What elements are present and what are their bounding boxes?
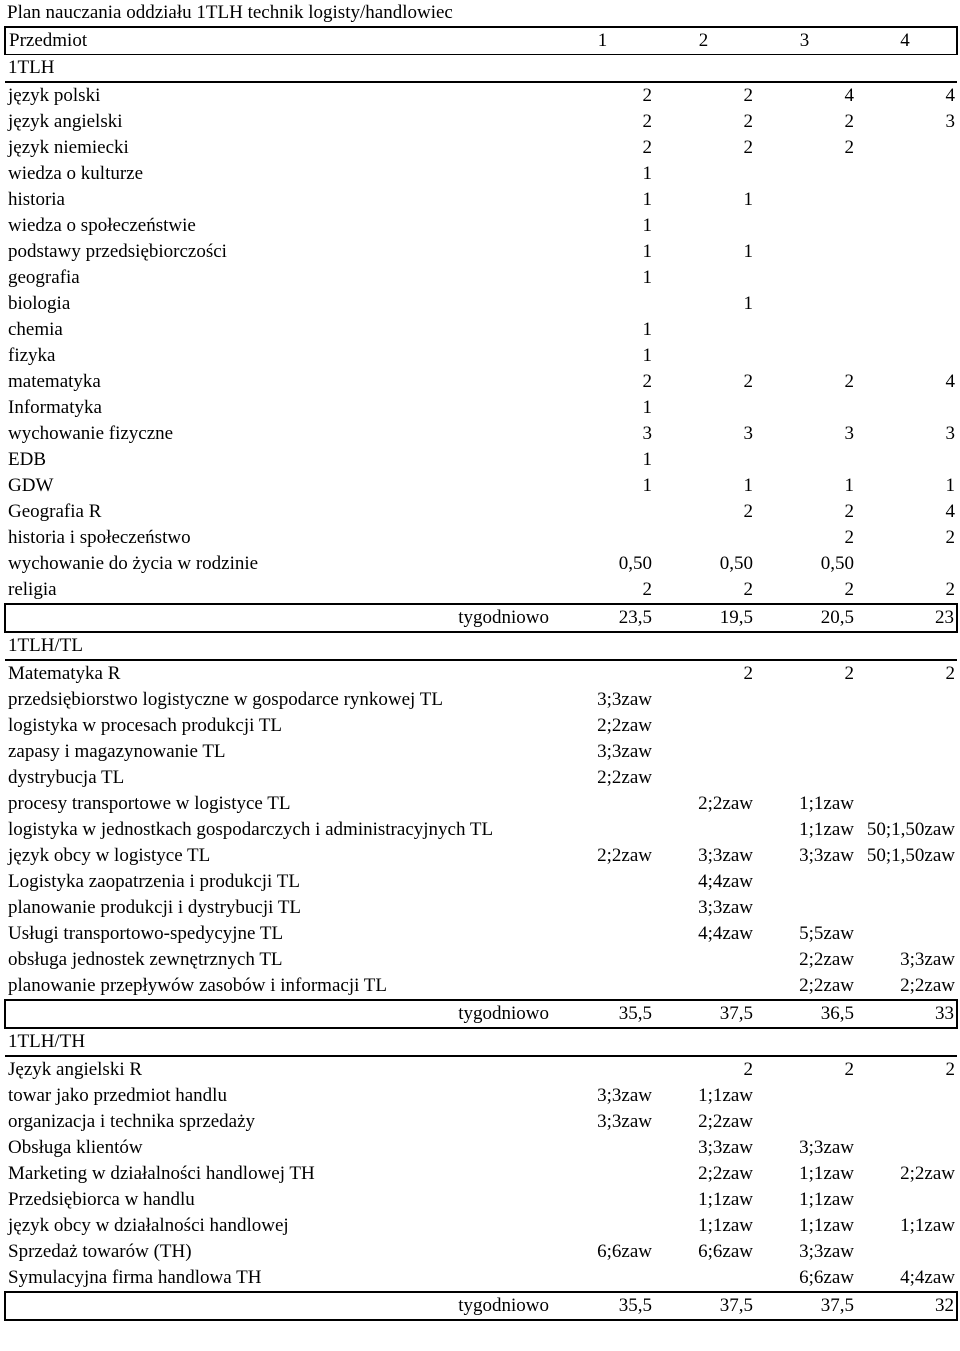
table-row — [5, 525, 957, 551]
hours-year-1: 1 — [642, 163, 652, 184]
header-year-2: 2 — [654, 27, 755, 55]
hours-year-1: 2;2zaw — [597, 845, 652, 866]
hours-year-3 — [755, 895, 856, 921]
table-row — [5, 687, 957, 713]
weekly-total-row — [5, 604, 957, 632]
subject-name: dystrybucja TL — [8, 767, 125, 788]
hours-year-2 — [654, 817, 755, 843]
curriculum-table — [4, 26, 958, 1321]
hours-year-1: 3;3zaw — [597, 1111, 652, 1132]
table-row — [5, 395, 957, 421]
table-row — [5, 1265, 957, 1292]
subject-name: wychowanie fizyczne — [8, 423, 174, 444]
hours-year-2 — [654, 1265, 755, 1292]
hours-year-3 — [755, 213, 856, 239]
hours-year-2 — [654, 265, 755, 291]
subject-name: Sprzedaż towarów (TH) — [8, 1241, 192, 1262]
hours-year-1 — [553, 291, 654, 317]
hours-year-4 — [856, 291, 957, 317]
hours-year-2: 1;1zaw — [698, 1189, 753, 1210]
hours-year-4: 2 — [945, 527, 955, 548]
hours-year-2: 2 — [743, 579, 753, 600]
hours-year-2: 1 — [743, 475, 753, 496]
table-row — [5, 739, 957, 765]
hours-year-1: 3 — [642, 423, 652, 444]
hours-year-4 — [856, 317, 957, 343]
subject-name: organizacja i technika sprzedaży — [8, 1111, 256, 1132]
hours-year-4 — [856, 765, 957, 791]
weekly-total-year-2: 19,5 — [654, 604, 755, 632]
hours-year-2: 1 — [743, 189, 753, 210]
hours-year-4 — [856, 869, 957, 895]
hours-year-4: 4 — [945, 85, 955, 106]
hours-year-4 — [856, 739, 957, 765]
subject-name: Język angielski R — [8, 1059, 143, 1080]
hours-year-3 — [755, 447, 856, 473]
table-row — [5, 1239, 957, 1265]
hours-year-2: 2 — [743, 85, 753, 106]
subject-name: logistyka w jednostkach gospodarczych i administracyjnych TL — [8, 819, 494, 840]
hours-year-4: 3 — [945, 423, 955, 444]
hours-year-3 — [755, 687, 856, 713]
hours-year-4: 3 — [945, 111, 955, 132]
hours-year-3 — [755, 239, 856, 265]
table-row — [5, 135, 957, 161]
table-row — [5, 869, 957, 895]
table-row — [5, 473, 957, 499]
table-row — [5, 895, 957, 921]
hours-year-3: 6;6zaw — [799, 1267, 854, 1288]
section-name: 1TLH — [5, 55, 957, 83]
table-row — [5, 765, 957, 791]
table-row — [5, 1056, 957, 1083]
hours-year-3 — [755, 317, 856, 343]
subject-name: towar jako przedmiot handlu — [8, 1085, 227, 1106]
hours-year-3: 2 — [844, 501, 854, 522]
hours-year-2: 1;1zaw — [698, 1215, 753, 1236]
subject-name: fizyka — [8, 345, 56, 366]
subject-name: podstawy przedsiębiorczości — [8, 241, 227, 262]
subject-name: logistyka w procesach produkcji TL — [8, 715, 283, 736]
hours-year-2 — [654, 739, 755, 765]
hours-year-4: 2 — [945, 579, 955, 600]
hours-year-3 — [755, 869, 856, 895]
hours-year-1: 1 — [642, 449, 652, 470]
hours-year-2 — [654, 161, 755, 187]
hours-year-1: 1 — [642, 267, 652, 288]
hours-year-1 — [553, 973, 654, 1000]
hours-year-3: 2 — [844, 527, 854, 548]
page-title: Plan nauczania oddziału 1TLH technik logisty/handlowiec — [7, 2, 453, 23]
hours-year-4 — [856, 791, 957, 817]
hours-year-1: 2 — [642, 85, 652, 106]
hours-year-3: 1 — [844, 475, 854, 496]
hours-year-2 — [654, 713, 755, 739]
hours-year-3: 1;1zaw — [799, 1189, 854, 1210]
hours-year-1: 6;6zaw — [597, 1241, 652, 1262]
table-row — [5, 369, 957, 395]
hours-year-2 — [654, 765, 755, 791]
hours-year-1: 2 — [642, 137, 652, 158]
weekly-total-year-3: 36,5 — [755, 1000, 856, 1028]
hours-year-4 — [856, 1135, 957, 1161]
weekly-total-year-3: 37,5 — [755, 1292, 856, 1320]
hours-year-3: 3;3zaw — [799, 1241, 854, 1262]
hours-year-4: 1;1zaw — [900, 1215, 955, 1236]
table-row — [5, 921, 957, 947]
subject-name: zapasy i magazynowanie TL — [8, 741, 226, 762]
hours-year-1 — [553, 921, 654, 947]
hours-year-2: 1;1zaw — [698, 1085, 753, 1106]
hours-year-3 — [755, 161, 856, 187]
table-row — [5, 161, 957, 187]
hours-year-3 — [755, 343, 856, 369]
hours-year-3: 2 — [844, 1059, 854, 1080]
hours-year-1 — [553, 791, 654, 817]
hours-year-3: 2 — [844, 663, 854, 684]
table-header-row — [5, 27, 957, 55]
hours-year-1: 2 — [642, 371, 652, 392]
hours-year-1 — [553, 1161, 654, 1187]
hours-year-2: 3;3zaw — [698, 845, 753, 866]
weekly-total-year-4: 33 — [856, 1000, 957, 1028]
hours-year-3: 1;1zaw — [799, 819, 854, 840]
subject-name: historia i społeczeństwo — [8, 527, 191, 548]
hours-year-4 — [856, 1083, 957, 1109]
hours-year-4 — [856, 1239, 957, 1265]
hours-year-2: 2 — [743, 1059, 753, 1080]
hours-year-4: 50;1,50zaw — [866, 845, 955, 866]
hours-year-1 — [553, 1213, 654, 1239]
subject-name: planowanie produkcji i dystrybucji TL — [8, 897, 302, 918]
table-row — [5, 817, 957, 843]
hours-year-3: 3;3zaw — [799, 1137, 854, 1158]
hours-year-3 — [755, 739, 856, 765]
header-year-3: 3 — [755, 27, 856, 55]
hours-year-1: 1 — [642, 241, 652, 262]
table-row — [5, 1213, 957, 1239]
table-row — [5, 447, 957, 473]
hours-year-1: 0,50 — [618, 553, 652, 574]
hours-year-1 — [553, 499, 654, 525]
hours-year-1 — [553, 1135, 654, 1161]
subject-name: geografia — [8, 267, 80, 288]
hours-year-3: 2;2zaw — [799, 949, 854, 970]
table-row — [5, 187, 957, 213]
hours-year-1: 2;2zaw — [597, 715, 652, 736]
hours-year-3: 2;2zaw — [799, 975, 854, 996]
hours-year-1: 2 — [642, 111, 652, 132]
header-year-4: 4 — [856, 27, 957, 55]
weekly-total-year-4: 23 — [856, 604, 957, 632]
hours-year-2: 4;4zaw — [698, 871, 753, 892]
subject-name: język obcy w działalności handlowej — [8, 1215, 289, 1236]
subject-name: Przedsiębiorca w handlu — [8, 1189, 195, 1210]
hours-year-2: 2;2zaw — [698, 1111, 753, 1132]
table-row — [5, 791, 957, 817]
subject-name: wiedza o kulturze — [8, 163, 144, 184]
subject-name: religia — [8, 579, 57, 600]
subject-name: przedsiębiorstwo logistyczne w gospodarce rynkowej TL — [8, 689, 443, 710]
subject-name: Geografia R — [8, 501, 102, 522]
hours-year-2 — [654, 525, 755, 551]
table-row — [5, 973, 957, 1000]
hours-year-1 — [553, 525, 654, 551]
hours-year-4 — [856, 239, 957, 265]
hours-year-4: 2;2zaw — [900, 975, 955, 996]
curriculum-table-body — [5, 27, 957, 1320]
hours-year-2 — [654, 395, 755, 421]
table-row — [5, 421, 957, 447]
subject-name: Matematyka R — [8, 663, 121, 684]
weekly-total-year-2: 37,5 — [654, 1292, 755, 1320]
hours-year-2: 2 — [743, 371, 753, 392]
hours-year-4 — [856, 895, 957, 921]
hours-year-2 — [654, 317, 755, 343]
hours-year-4 — [856, 161, 957, 187]
hours-year-4 — [856, 447, 957, 473]
hours-year-1 — [553, 1187, 654, 1213]
hours-year-3: 5;5zaw — [799, 923, 854, 944]
table-row — [5, 577, 957, 604]
hours-year-1: 1 — [642, 345, 652, 366]
hours-year-3: 2 — [844, 137, 854, 158]
weekly-total-year-1: 35,5 — [553, 1292, 654, 1320]
hours-year-2 — [654, 947, 755, 973]
weekly-total-year-1: 23,5 — [553, 604, 654, 632]
hours-year-2: 2 — [743, 111, 753, 132]
section-header-row — [5, 1028, 957, 1056]
weekly-total-label: tygodniowo — [5, 1000, 553, 1028]
hours-year-1: 1 — [642, 189, 652, 210]
hours-year-2 — [654, 213, 755, 239]
hours-year-4: 3;3zaw — [900, 949, 955, 970]
subject-name: EDB — [8, 449, 46, 470]
table-row — [5, 343, 957, 369]
hours-year-2: 2;2zaw — [698, 793, 753, 814]
hours-year-1: 3;3zaw — [597, 689, 652, 710]
table-row — [5, 551, 957, 577]
section-header-row — [5, 55, 957, 83]
hours-year-4 — [856, 135, 957, 161]
hours-year-4 — [856, 551, 957, 577]
hours-year-3: 2 — [844, 371, 854, 392]
hours-year-1 — [553, 895, 654, 921]
hours-year-3 — [755, 765, 856, 791]
hours-year-4: 2;2zaw — [900, 1163, 955, 1184]
weekly-total-year-4: 32 — [856, 1292, 957, 1320]
hours-year-2: 2 — [743, 137, 753, 158]
hours-year-2 — [654, 687, 755, 713]
subject-name: Symulacyjna firma handlowa TH — [8, 1267, 262, 1288]
subject-name: język obcy w logistyce TL — [8, 845, 211, 866]
weekly-total-label: tygodniowo — [5, 1292, 553, 1320]
hours-year-4 — [856, 1187, 957, 1213]
table-row — [5, 660, 957, 687]
table-row — [5, 82, 957, 109]
hours-year-3 — [755, 395, 856, 421]
hours-year-4: 4 — [945, 371, 955, 392]
table-row — [5, 213, 957, 239]
table-row — [5, 265, 957, 291]
table-row — [5, 239, 957, 265]
hours-year-1: 2;2zaw — [597, 767, 652, 788]
hours-year-3: 3 — [844, 423, 854, 444]
hours-year-2 — [654, 973, 755, 1000]
hours-year-4 — [856, 395, 957, 421]
hours-year-3: 1;1zaw — [799, 1215, 854, 1236]
hours-year-4: 2 — [945, 663, 955, 684]
hours-year-3 — [755, 187, 856, 213]
hours-year-4 — [856, 343, 957, 369]
hours-year-3 — [755, 1109, 856, 1135]
hours-year-1: 1 — [642, 319, 652, 340]
subject-name: planowanie przepływów zasobów i informacji TL — [8, 975, 388, 996]
hours-year-4 — [856, 713, 957, 739]
hours-year-1 — [553, 660, 654, 687]
table-row — [5, 1187, 957, 1213]
hours-year-2: 0,50 — [719, 553, 753, 574]
hours-year-4 — [856, 213, 957, 239]
subject-name: Usługi transportowo-spedycyjne TL — [8, 923, 284, 944]
subject-name: wychowanie do życia w rodzinie — [8, 553, 259, 574]
hours-year-1: 1 — [642, 215, 652, 236]
subject-name: język polski — [8, 85, 101, 106]
hours-year-2: 2;2zaw — [698, 1163, 753, 1184]
weekly-total-label: tygodniowo — [5, 604, 553, 632]
table-row — [5, 1083, 957, 1109]
hours-year-1: 1 — [642, 397, 652, 418]
hours-year-1: 3;3zaw — [597, 741, 652, 762]
hours-year-2: 6;6zaw — [698, 1241, 753, 1262]
subject-name: język niemiecki — [8, 137, 129, 158]
hours-year-3 — [755, 713, 856, 739]
hours-year-4: 1 — [945, 475, 955, 496]
weekly-total-year-2: 37,5 — [654, 1000, 755, 1028]
hours-year-2: 2 — [743, 663, 753, 684]
hours-year-2: 3;3zaw — [698, 897, 753, 918]
hours-year-2: 1 — [743, 293, 753, 314]
section-name: 1TLH/TL — [5, 632, 957, 660]
subject-name: historia — [8, 189, 65, 210]
hours-year-3: 3;3zaw — [799, 845, 854, 866]
table-row — [5, 843, 957, 869]
hours-year-4 — [856, 187, 957, 213]
hours-year-2 — [654, 447, 755, 473]
subject-name: GDW — [8, 475, 54, 496]
hours-year-3 — [755, 291, 856, 317]
hours-year-1 — [553, 1056, 654, 1083]
hours-year-2: 3 — [743, 423, 753, 444]
weekly-total-year-1: 35,5 — [553, 1000, 654, 1028]
table-row — [5, 499, 957, 525]
hours-year-3 — [755, 1083, 856, 1109]
hours-year-4: 2 — [945, 1059, 955, 1080]
hours-year-3 — [755, 265, 856, 291]
hours-year-4: 50;1,50zaw — [866, 819, 955, 840]
hours-year-2: 3;3zaw — [698, 1137, 753, 1158]
subject-name: chemia — [8, 319, 63, 340]
hours-year-1: 2 — [642, 579, 652, 600]
hours-year-3: 1;1zaw — [799, 793, 854, 814]
hours-year-4 — [856, 921, 957, 947]
table-row — [5, 291, 957, 317]
subject-name: matematyka — [8, 371, 101, 392]
hours-year-3: 0,50 — [820, 553, 854, 574]
table-row — [5, 109, 957, 135]
hours-year-2: 2 — [743, 501, 753, 522]
subject-name: Marketing w działalności handlowej TH — [8, 1163, 315, 1184]
table-row — [5, 1135, 957, 1161]
subject-name: wiedza o społeczeństwie — [8, 215, 196, 236]
subject-name: język angielski — [8, 111, 123, 132]
subject-name: obsługa jednostek zewnętrznych TL — [8, 949, 283, 970]
weekly-total-row — [5, 1000, 957, 1028]
hours-year-2: 1 — [743, 241, 753, 262]
hours-year-4 — [856, 265, 957, 291]
subject-name: Informatyka — [8, 397, 102, 418]
table-row — [5, 1161, 957, 1187]
hours-year-1: 1 — [642, 475, 652, 496]
hours-year-4: 4 — [945, 501, 955, 522]
weekly-total-year-3: 20,5 — [755, 604, 856, 632]
table-row — [5, 317, 957, 343]
subject-name: Obsługa klientów — [8, 1137, 143, 1158]
table-row — [5, 713, 957, 739]
hours-year-3: 2 — [844, 111, 854, 132]
hours-year-3: 4 — [844, 85, 854, 106]
hours-year-1 — [553, 817, 654, 843]
table-row — [5, 947, 957, 973]
hours-year-3: 1;1zaw — [799, 1163, 854, 1184]
subject-name: Logistyka zaopatrzenia i produkcji TL — [8, 871, 300, 892]
hours-year-1 — [553, 947, 654, 973]
section-name: 1TLH/TH — [5, 1028, 957, 1056]
hours-year-1 — [553, 869, 654, 895]
table-row — [5, 1109, 957, 1135]
hours-year-4: 4;4zaw — [900, 1267, 955, 1288]
header-subject: Przedmiot — [5, 27, 553, 55]
hours-year-4 — [856, 687, 957, 713]
subject-name: biologia — [8, 293, 71, 314]
hours-year-2: 4;4zaw — [698, 923, 753, 944]
hours-year-1: 3;3zaw — [597, 1085, 652, 1106]
header-year-1: 1 — [553, 27, 654, 55]
section-header-row — [5, 632, 957, 660]
subject-name: procesy transportowe w logistyce TL — [8, 793, 291, 814]
weekly-total-row — [5, 1292, 957, 1320]
hours-year-1 — [553, 1265, 654, 1292]
hours-year-3: 2 — [844, 579, 854, 600]
hours-year-4 — [856, 1109, 957, 1135]
hours-year-2 — [654, 343, 755, 369]
